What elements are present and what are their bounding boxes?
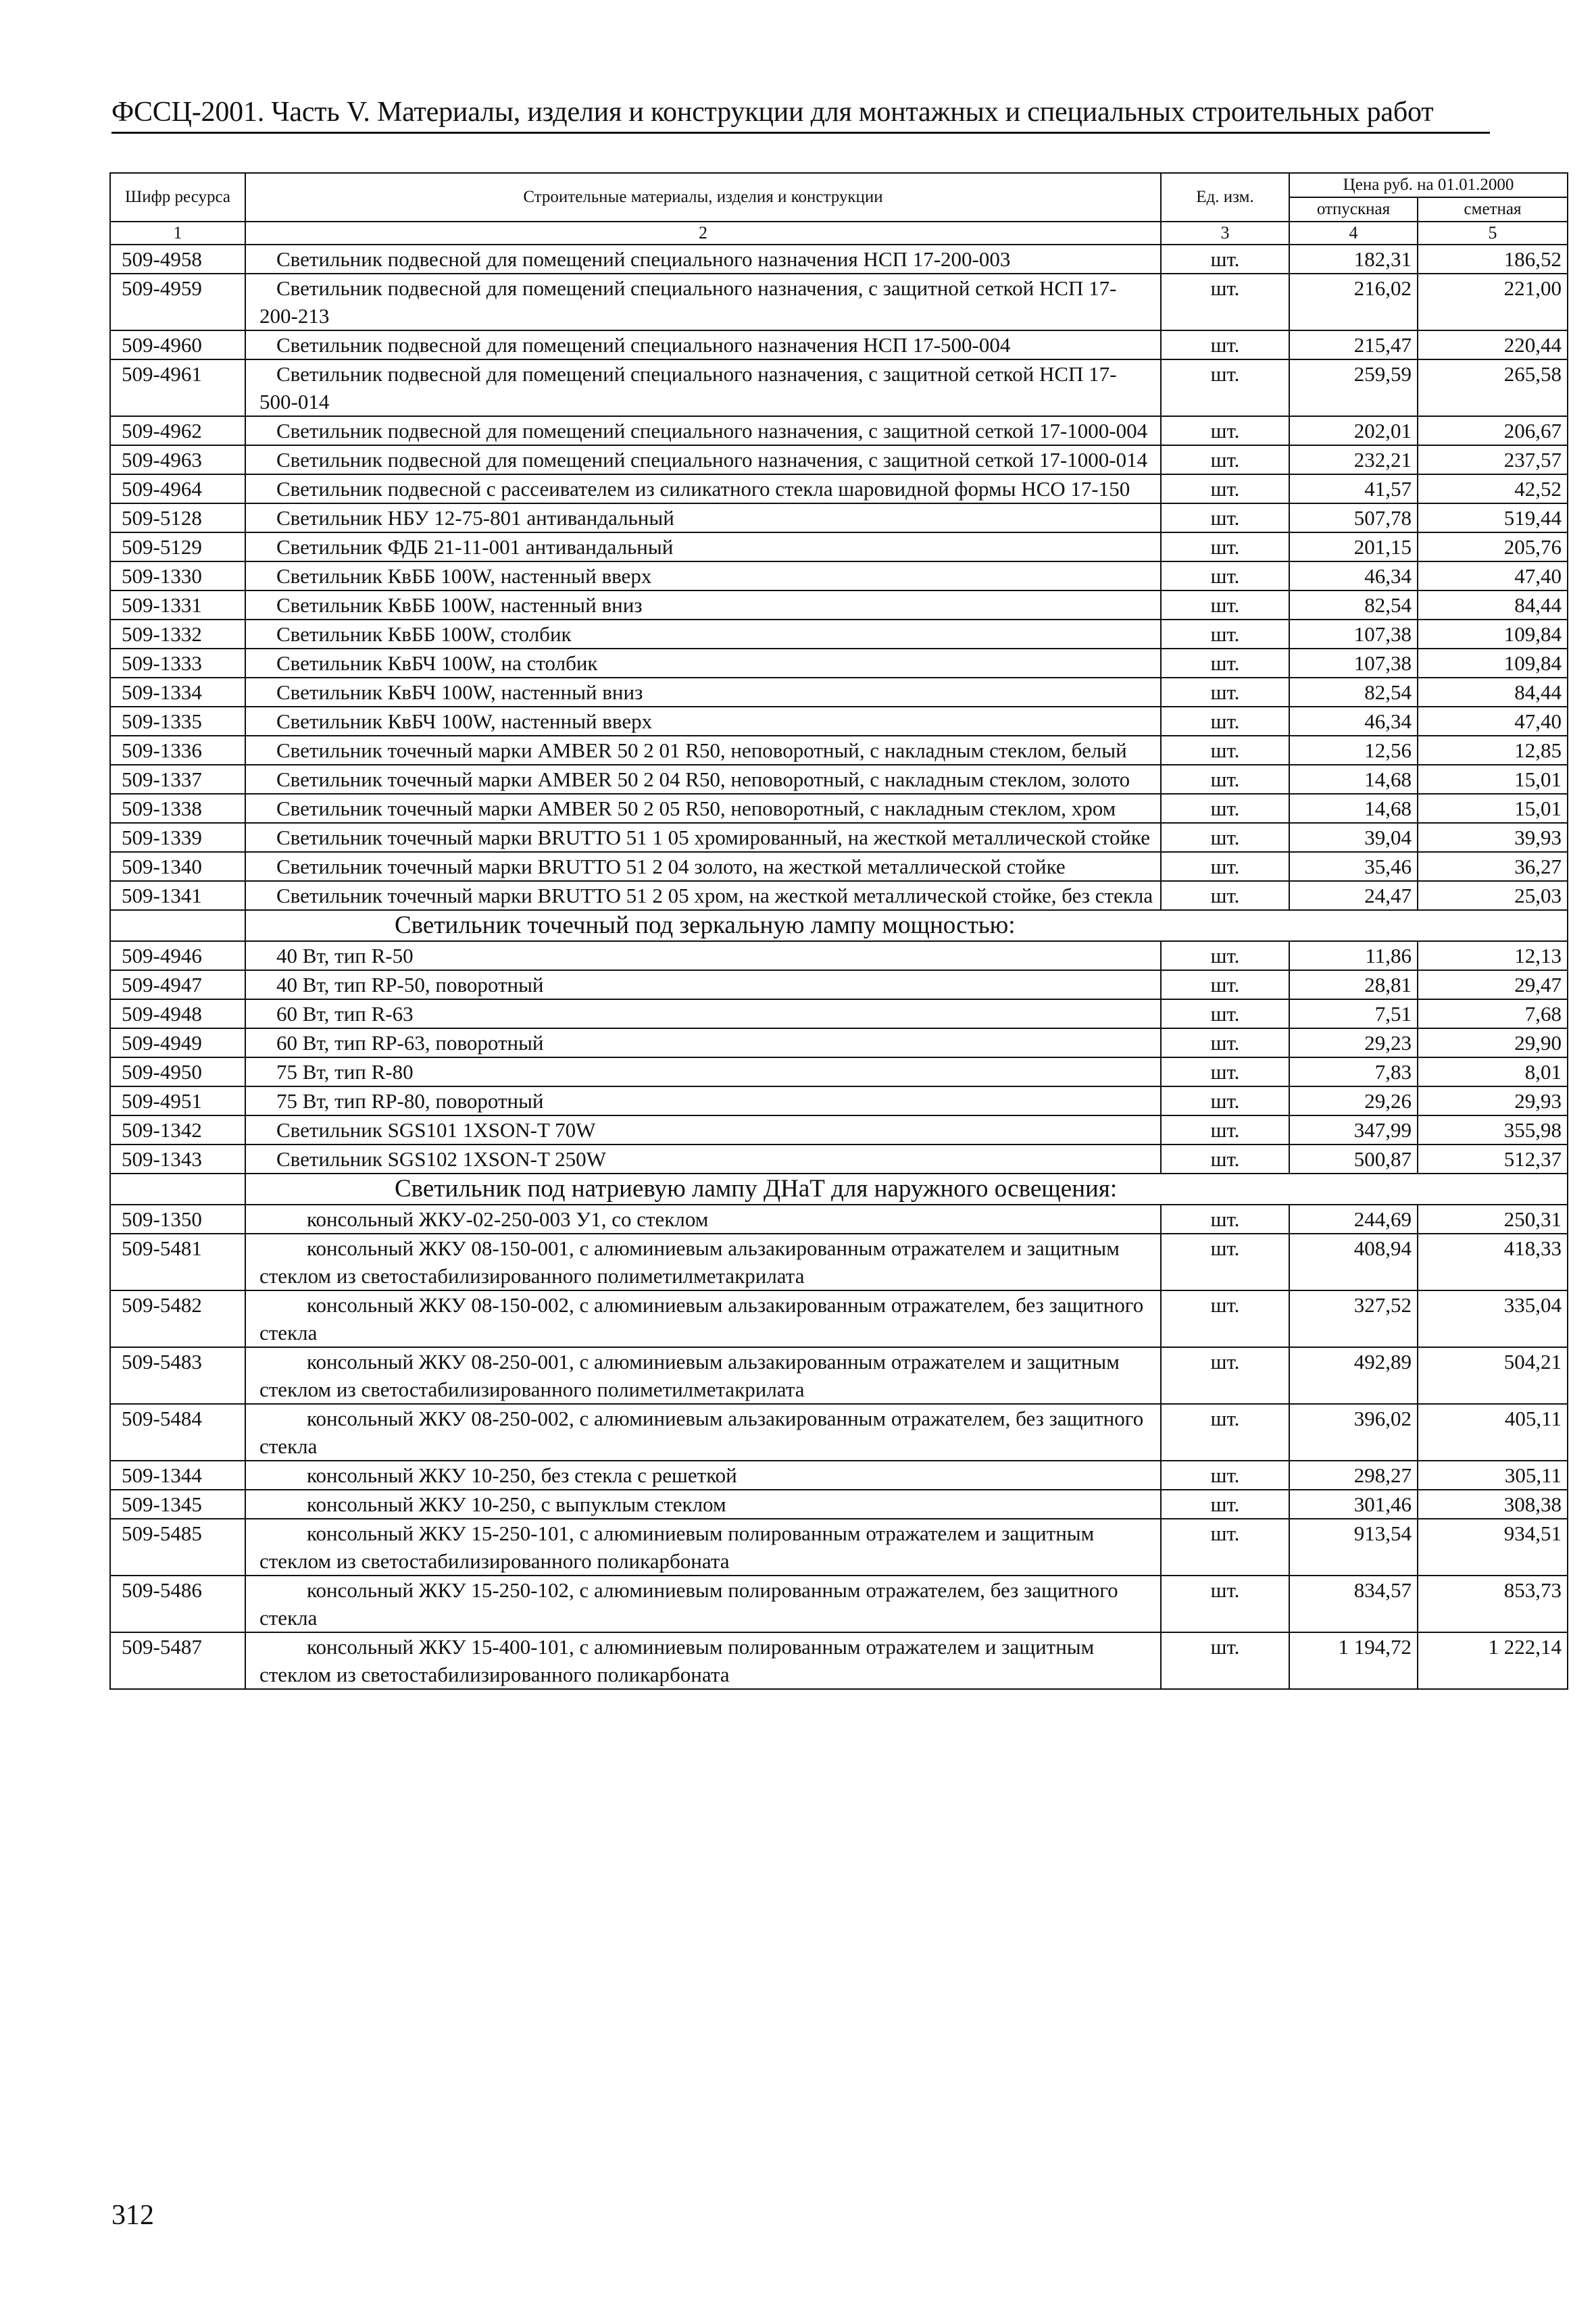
cell-unit: шт. [1161, 1347, 1289, 1404]
cell-release-price: 913,54 [1289, 1519, 1418, 1576]
cell-unit: шт. [1161, 970, 1289, 999]
cell-estimate-price: 15,01 [1418, 794, 1568, 823]
cell-name: 75 Вт, тип RP-80, поворотный [245, 1086, 1161, 1115]
cell-unit: шт. [1161, 678, 1289, 707]
table-row [110, 359, 1568, 416]
table-row [110, 1490, 1568, 1519]
cell-release-price: 46,34 [1289, 561, 1418, 590]
table-row [110, 1290, 1568, 1347]
cell-code: 509-1341 [110, 881, 245, 910]
cell-code: 509-4947 [110, 970, 245, 999]
cell-unit: шт. [1161, 416, 1289, 445]
cell-estimate-price: 12,85 [1418, 736, 1568, 765]
header-release: отпускная [1289, 197, 1418, 222]
column-number: 1 [110, 222, 245, 245]
cell-unit: шт. [1161, 881, 1289, 910]
cell-release-price: 82,54 [1289, 678, 1418, 707]
cell-name: Светильник точечный марки AMBER 50 2 01 R50, неповоротный, с накладным стеклом, белый [245, 736, 1161, 765]
table-row [110, 1461, 1568, 1490]
cell-name: Светильник точечный марки BRUTTO 51 1 05 хромированный, на жесткой металлической стойке [245, 823, 1161, 852]
table-row [110, 620, 1568, 649]
cell-release-price: 301,46 [1289, 1490, 1418, 1519]
cell-name: консольный ЖКУ 08-150-002, с алюминиевым альзакированным отражателем, без защитного стекла [245, 1290, 1161, 1347]
cell-name: Светильник точечный марки AMBER 50 2 05 R50, неповоротный, с накладным стеклом, хром [245, 794, 1161, 823]
cell-release-price: 14,68 [1289, 765, 1418, 794]
cell-estimate-price: 206,67 [1418, 416, 1568, 445]
cell-name: Светильник КвБЧ 100W, на столбик [245, 649, 1161, 678]
cell-code: 509-4958 [110, 245, 245, 274]
cell-unit: шт. [1161, 532, 1289, 561]
cell-code: 509-1344 [110, 1461, 245, 1490]
cell-release-price: 327,52 [1289, 1290, 1418, 1347]
cell-unit: шт. [1161, 765, 1289, 794]
column-number: 2 [245, 222, 1161, 245]
table-row [110, 941, 1568, 970]
cell-estimate-price: 15,01 [1418, 765, 1568, 794]
cell-name: 40 Вт, тип R-50 [245, 941, 1161, 970]
cell-release-price: 12,56 [1289, 736, 1418, 765]
table-row [110, 1347, 1568, 1404]
cell-release-price: 507,78 [1289, 503, 1418, 532]
cell-estimate-price: 25,03 [1418, 881, 1568, 910]
cell-unit: шт. [1161, 359, 1289, 416]
cell-unit: шт. [1161, 941, 1289, 970]
header-price: Цена руб. на 01.01.2000 [1289, 173, 1568, 197]
cell-release-price: 29,26 [1289, 1086, 1418, 1115]
cell-name: Светильник подвесной для помещений специального назначения, с защитной сеткой НСП 17-500-014 [245, 359, 1161, 416]
cell-estimate-price: 934,51 [1418, 1519, 1568, 1576]
cell-name: 60 Вт, тип RP-63, поворотный [245, 1028, 1161, 1057]
table-row [110, 561, 1568, 590]
cell-name: Светильник точечный марки BRUTTO 51 2 04 золото, на жесткой металлической стойке [245, 852, 1161, 881]
cell-unit: шт. [1161, 1519, 1289, 1576]
cell-unit: шт. [1161, 1632, 1289, 1689]
column-number: 5 [1418, 222, 1568, 245]
table-row [110, 1115, 1568, 1145]
table-row [110, 1086, 1568, 1115]
cell-estimate-price: 220,44 [1418, 330, 1568, 359]
table-row [110, 1145, 1568, 1174]
cell-release-price: 215,47 [1289, 330, 1418, 359]
cell-name: Светильник подвесной для помещений специального назначения, с защитной сеткой НСП 17-200-213 [245, 274, 1161, 330]
cell-code: 509-5487 [110, 1632, 245, 1689]
cell-unit: шт. [1161, 474, 1289, 503]
cell-code: 509-5482 [110, 1290, 245, 1347]
cell-estimate-price: 109,84 [1418, 620, 1568, 649]
table-body [110, 245, 1568, 1689]
cell-code: 509-1338 [110, 794, 245, 823]
cell-code: 509-1339 [110, 823, 245, 852]
cell-estimate-price: 519,44 [1418, 503, 1568, 532]
cell-estimate-price: 47,40 [1418, 561, 1568, 590]
cell-unit: шт. [1161, 1461, 1289, 1490]
section-title: Светильник точечный под зеркальную лампу мощностью: [245, 910, 1568, 941]
cell-unit: шт. [1161, 649, 1289, 678]
cell-name: Светильник подвесной для помещений специального назначения, с защитной сеткой 17-1000-014 [245, 445, 1161, 474]
cell-code: 509-1340 [110, 852, 245, 881]
cell-unit: шт. [1161, 330, 1289, 359]
cell-unit: шт. [1161, 999, 1289, 1028]
cell-estimate-price: 39,93 [1418, 823, 1568, 852]
cell-release-price: 39,04 [1289, 823, 1418, 852]
cell-estimate-price: 265,58 [1418, 359, 1568, 416]
cell-code: 509-1332 [110, 620, 245, 649]
section-title: Светильник под натриевую лампу ДНаТ для наружного освещения: [245, 1174, 1568, 1205]
section-row [110, 1174, 1568, 1205]
cell-name: консольный ЖКУ 15-250-102, с алюминиевым полированным отражателем, без защитного стекла [245, 1576, 1161, 1632]
cell-code: 509-1342 [110, 1115, 245, 1145]
cell-estimate-price: 47,40 [1418, 707, 1568, 736]
cell-name: Светильник подвесной для помещений специального назначения, с защитной сеткой 17-1000-004 [245, 416, 1161, 445]
cell-estimate-price: 29,90 [1418, 1028, 1568, 1057]
column-number: 3 [1161, 222, 1289, 245]
header-rule [111, 132, 1490, 134]
cell-release-price: 14,68 [1289, 794, 1418, 823]
cell-unit: шт. [1161, 736, 1289, 765]
cell-release-price: 201,15 [1289, 532, 1418, 561]
cell-name: консольный ЖКУ 08-250-002, с алюминиевым альзакированным отражателем, без защитного стекла [245, 1404, 1161, 1461]
cell-name: консольный ЖКУ 15-250-101, с алюминиевым полированным отражателем и защитным стеклом из светостабилизированного поликарбоната [245, 1519, 1161, 1576]
cell-unit: шт. [1161, 1234, 1289, 1290]
cell-release-price: 492,89 [1289, 1347, 1418, 1404]
cell-estimate-price: 221,00 [1418, 274, 1568, 330]
cell-name: Светильник КвББ 100W, настенный вверх [245, 561, 1161, 590]
cell-code: 509-4946 [110, 941, 245, 970]
column-number: 4 [1289, 222, 1418, 245]
header-estimate: сметная [1418, 197, 1568, 222]
cell-estimate-price: 109,84 [1418, 649, 1568, 678]
cell-code: 509-1336 [110, 736, 245, 765]
cell-code: 509-4960 [110, 330, 245, 359]
cell-estimate-price: 250,31 [1418, 1205, 1568, 1234]
cell-name: консольный ЖКУ 08-250-001, с алюминиевым альзакированным отражателем и защитным стеклом из светостабилизированного полиметилметакрилата [245, 1347, 1161, 1404]
page-header-title: ФССЦ-2001. Часть V. Материалы, изделия и конструкции для монтажных и специальных строительных работ [111, 97, 1434, 128]
cell-name: Светильник подвесной для помещений специального назначения НСП 17-200-003 [245, 245, 1161, 274]
cell-release-price: 107,38 [1289, 649, 1418, 678]
cell-release-price: 232,21 [1289, 445, 1418, 474]
cell-name: 60 Вт, тип R-63 [245, 999, 1161, 1028]
table-row [110, 970, 1568, 999]
table-row [110, 1576, 1568, 1632]
cell-name: Светильник SGS102 1XSON-T 250W [245, 1145, 1161, 1174]
cell-unit: шт. [1161, 1028, 1289, 1057]
cell-unit: шт. [1161, 1290, 1289, 1347]
cell-unit: шт. [1161, 794, 1289, 823]
cell-code: 509-5129 [110, 532, 245, 561]
cell-name: консольный ЖКУ 10-250, без стекла с решеткой [245, 1461, 1161, 1490]
cell-release-price: 46,34 [1289, 707, 1418, 736]
cell-release-price: 107,38 [1289, 620, 1418, 649]
cell-code: 509-1331 [110, 590, 245, 620]
cell-code: 509-5481 [110, 1234, 245, 1290]
cell-estimate-price: 8,01 [1418, 1057, 1568, 1086]
cell-unit: шт. [1161, 1086, 1289, 1115]
cell-estimate-price: 29,47 [1418, 970, 1568, 999]
cell-name: Светильник НБУ 12-75-801 антивандальный [245, 503, 1161, 532]
table-row [110, 1404, 1568, 1461]
cell-code: 509-5486 [110, 1576, 245, 1632]
cell-estimate-price: 42,52 [1418, 474, 1568, 503]
table-row [110, 1632, 1568, 1689]
cell-name: Светильник точечный марки BRUTTO 51 2 05 хром, на жесткой металлической стойке, без стекла [245, 881, 1161, 910]
cell-release-price: 29,23 [1289, 1028, 1418, 1057]
table-row [110, 1057, 1568, 1086]
table-row [110, 649, 1568, 678]
table-row [110, 736, 1568, 765]
page-number: 312 [111, 2200, 154, 2231]
cell-name: консольный ЖКУ 15-400-101, с алюминиевым полированным отражателем и защитным стеклом из светостабилизированного поликарбоната [245, 1632, 1161, 1689]
cell-code: 509-5483 [110, 1347, 245, 1404]
cell-unit: шт. [1161, 1057, 1289, 1086]
cell-unit: шт. [1161, 1205, 1289, 1234]
cell-release-price: 7,83 [1289, 1057, 1418, 1086]
cell-estimate-price: 853,73 [1418, 1576, 1568, 1632]
cell-unit: шт. [1161, 445, 1289, 474]
cell-code: 509-1335 [110, 707, 245, 736]
cell-release-price: 28,81 [1289, 970, 1418, 999]
cell-code: 509-1334 [110, 678, 245, 707]
section-row [110, 910, 1568, 941]
cell-code: 509-1337 [110, 765, 245, 794]
cell-release-price: 216,02 [1289, 274, 1418, 330]
cell-name: Светильник подвесной с рассеивателем из силикатного стекла шаровидной формы НСО 17-150 [245, 474, 1161, 503]
table-row [110, 274, 1568, 330]
cell-release-price: 1 194,72 [1289, 1632, 1418, 1689]
cell-estimate-price: 12,13 [1418, 941, 1568, 970]
cell-name: Светильник КвБЧ 100W, настенный вниз [245, 678, 1161, 707]
cell-code: 509-4951 [110, 1086, 245, 1115]
table-row [110, 852, 1568, 881]
cell-name: консольный ЖКУ 08-150-001, с алюминиевым альзакированным отражателем и защитным стеклом из светостабилизированного полиметилметакрилата [245, 1234, 1161, 1290]
cell-code: 509-4949 [110, 1028, 245, 1057]
table-row [110, 999, 1568, 1028]
cell-estimate-price: 418,33 [1418, 1234, 1568, 1290]
cell-name: Светильник КвББ 100W, настенный вниз [245, 590, 1161, 620]
cell-code: 509-5128 [110, 503, 245, 532]
cell-unit: шт. [1161, 707, 1289, 736]
cell-estimate-price: 1 222,14 [1418, 1632, 1568, 1689]
cell-estimate-price: 512,37 [1418, 1145, 1568, 1174]
table-row [110, 794, 1568, 823]
cell-estimate-price: 335,04 [1418, 1290, 1568, 1347]
cell-release-price: 202,01 [1289, 416, 1418, 445]
cell-estimate-price: 36,27 [1418, 852, 1568, 881]
cell-estimate-price: 84,44 [1418, 678, 1568, 707]
table-row [110, 881, 1568, 910]
cell-name: консольный ЖКУ 10-250, с выпуклым стеклом [245, 1490, 1161, 1519]
header-name: Строительные материалы, изделия и конструкции [245, 173, 1161, 222]
table-row [110, 532, 1568, 561]
table-row [110, 330, 1568, 359]
cell-unit: шт. [1161, 1115, 1289, 1145]
table-row [110, 823, 1568, 852]
cell-unit: шт. [1161, 245, 1289, 274]
table-row [110, 1205, 1568, 1234]
cell-release-price: 182,31 [1289, 245, 1418, 274]
table-row [110, 1519, 1568, 1576]
cell-code: 509-5484 [110, 1404, 245, 1461]
cell-name: Светильник SGS101 1XSON-T 70W [245, 1115, 1161, 1145]
cell-name: консольный ЖКУ-02-250-003 У1, со стеклом [245, 1205, 1161, 1234]
header-unit: Ед. изм. [1161, 173, 1289, 222]
cell-code: 509-5485 [110, 1519, 245, 1576]
cell-release-price: 41,57 [1289, 474, 1418, 503]
cell-estimate-price: 7,68 [1418, 999, 1568, 1028]
cell-unit: шт. [1161, 274, 1289, 330]
cell-estimate-price: 308,38 [1418, 1490, 1568, 1519]
cell-name: 40 Вт, тип RP-50, поворотный [245, 970, 1161, 999]
cell-code: 509-1343 [110, 1145, 245, 1174]
cell-unit: шт. [1161, 1576, 1289, 1632]
cell-release-price: 298,27 [1289, 1461, 1418, 1490]
cell-code: 509-4962 [110, 416, 245, 445]
cell-unit: шт. [1161, 561, 1289, 590]
cell-code: 509-4948 [110, 999, 245, 1028]
table-row [110, 503, 1568, 532]
cell-unit: шт. [1161, 503, 1289, 532]
cell-name: Светильник ФДБ 21-11-001 антивандальный [245, 532, 1161, 561]
cell-release-price: 11,86 [1289, 941, 1418, 970]
cell-release-price: 35,46 [1289, 852, 1418, 881]
cell-code: 509-4959 [110, 274, 245, 330]
cell-release-price: 500,87 [1289, 1145, 1418, 1174]
table-row [110, 765, 1568, 794]
cell-code: 509-1345 [110, 1490, 245, 1519]
cell-code: 509-1350 [110, 1205, 245, 1234]
table-row [110, 678, 1568, 707]
cell-code: 509-4961 [110, 359, 245, 416]
cell-unit: шт. [1161, 1404, 1289, 1461]
cell-code: 509-1330 [110, 561, 245, 590]
cell-estimate-price: 305,11 [1418, 1461, 1568, 1490]
table-row [110, 445, 1568, 474]
cell-code: 509-4963 [110, 445, 245, 474]
cell-code: 509-4950 [110, 1057, 245, 1086]
cell-release-price: 24,47 [1289, 881, 1418, 910]
table-header [110, 173, 1568, 245]
cell-estimate-price: 504,21 [1418, 1347, 1568, 1404]
cell-code: 509-4964 [110, 474, 245, 503]
cell-name: 75 Вт, тип R-80 [245, 1057, 1161, 1086]
cell-release-price: 259,59 [1289, 359, 1418, 416]
table-row [110, 416, 1568, 445]
table-row [110, 245, 1568, 274]
cell-release-price: 408,94 [1289, 1234, 1418, 1290]
table-row [110, 590, 1568, 620]
cell-name: Светильник подвесной для помещений специального назначения НСП 17-500-004 [245, 330, 1161, 359]
cell-release-price: 82,54 [1289, 590, 1418, 620]
cell-unit: шт. [1161, 823, 1289, 852]
cell-release-price: 834,57 [1289, 1576, 1418, 1632]
cell-estimate-price: 355,98 [1418, 1115, 1568, 1145]
cell-estimate-price: 205,76 [1418, 532, 1568, 561]
header-code: Шифр ресурса [110, 173, 245, 222]
cell-estimate-price: 237,57 [1418, 445, 1568, 474]
cell-unit: шт. [1161, 620, 1289, 649]
cell-release-price: 7,51 [1289, 999, 1418, 1028]
cell-estimate-price: 29,93 [1418, 1086, 1568, 1115]
cell-code: 509-1333 [110, 649, 245, 678]
cell-release-price: 347,99 [1289, 1115, 1418, 1145]
table-row [110, 707, 1568, 736]
cell-name: Светильник КвББ 100W, столбик [245, 620, 1161, 649]
cell-release-price: 244,69 [1289, 1205, 1418, 1234]
table-row [110, 1234, 1568, 1290]
cell-estimate-price: 186,52 [1418, 245, 1568, 274]
cell-estimate-price: 84,44 [1418, 590, 1568, 620]
cell-name: Светильник точечный марки AMBER 50 2 04 R50, неповоротный, с накладным стеклом, золото [245, 765, 1161, 794]
cell-estimate-price: 405,11 [1418, 1404, 1568, 1461]
cell-unit: шт. [1161, 1490, 1289, 1519]
table-row [110, 1028, 1568, 1057]
cell-release-price: 396,02 [1289, 1404, 1418, 1461]
cell-unit: шт. [1161, 590, 1289, 620]
cell-name: Светильник КвБЧ 100W, настенный вверх [245, 707, 1161, 736]
cell-unit: шт. [1161, 852, 1289, 881]
cell-unit: шт. [1161, 1145, 1289, 1174]
table-row [110, 474, 1568, 503]
price-table [109, 172, 1568, 1690]
